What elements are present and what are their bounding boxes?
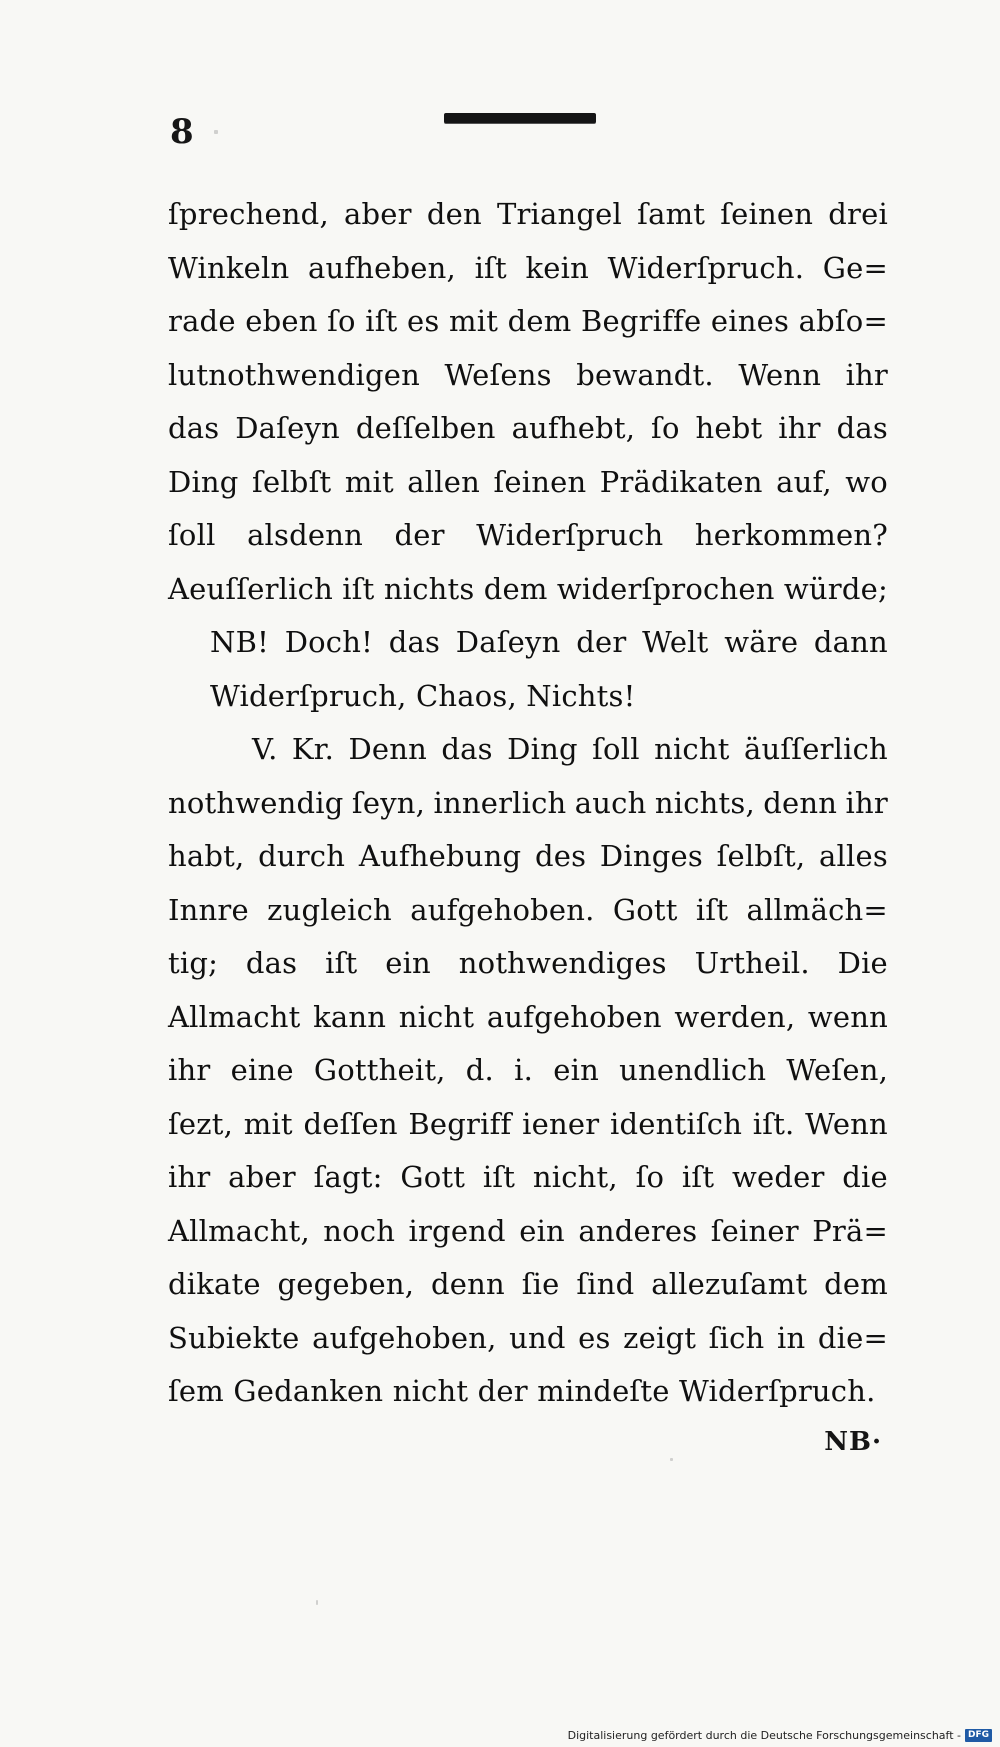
word: Die: [837, 946, 888, 980]
word: Innre: [168, 892, 249, 927]
word: anderes: [578, 1213, 698, 1248]
word: ſelbſt,: [716, 839, 806, 873]
text-line: [168, 1151, 888, 1205]
word: iſt: [342, 571, 375, 606]
word: Denn: [348, 732, 428, 766]
text-line: [168, 509, 888, 563]
word: Weſens: [444, 357, 552, 392]
word: Wenn: [805, 1106, 888, 1141]
word: werden,: [674, 999, 796, 1034]
word: aufhebt,: [511, 411, 636, 445]
word: der: [576, 625, 627, 659]
word: Aufhebung: [358, 839, 522, 873]
word: ſeyn,: [351, 785, 426, 820]
word: mit: [344, 464, 394, 499]
word: kein: [525, 250, 589, 285]
word: Weſen,: [786, 1053, 888, 1087]
text-line: [168, 295, 888, 349]
word: Subiekte: [168, 1320, 300, 1355]
word: aufgehoben.: [410, 892, 595, 927]
word: deſſelben: [355, 411, 496, 445]
text-line: [168, 349, 888, 403]
text-line: [168, 456, 888, 510]
word: deſſen: [303, 1106, 398, 1141]
word: es: [407, 304, 440, 338]
word: ihr: [845, 357, 888, 392]
word: Widerſpruch: [476, 518, 664, 552]
word: Gottheit,: [313, 1053, 446, 1087]
word: ihr: [778, 411, 821, 445]
word: Dinges: [599, 839, 703, 873]
word: Urtheil.: [694, 946, 810, 980]
word: dann: [813, 625, 888, 659]
word: ein: [553, 1053, 599, 1087]
word: Allmacht,: [168, 1213, 310, 1248]
word: ſich: [708, 1320, 765, 1355]
word: durch: [258, 839, 346, 873]
text-line: [168, 1258, 888, 1312]
word: allezuſamt: [651, 1267, 808, 1301]
word: rade: [168, 304, 236, 338]
annotation-line: Widerſpruch, Chaos, Nichts!: [210, 678, 636, 713]
word: ihr: [168, 1053, 211, 1087]
word: dikate: [168, 1267, 261, 1301]
word: ihr: [168, 1160, 211, 1194]
word: ſeiner: [710, 1213, 799, 1248]
word: lutnothwendigen: [168, 357, 420, 392]
word: nothwendig: [168, 785, 344, 820]
word: ſagt:: [313, 1160, 383, 1194]
word: das: [245, 946, 298, 980]
header-rule: [444, 113, 596, 123]
word: dem: [483, 571, 548, 606]
word: alles: [819, 839, 888, 873]
word: Prä=: [812, 1213, 888, 1248]
catchword: NB·: [824, 1427, 882, 1457]
dust-speck: [316, 1600, 318, 1605]
text-line: [168, 830, 888, 884]
word: das: [168, 411, 220, 445]
text-line: [168, 884, 888, 938]
word: Ge=: [822, 250, 888, 285]
word: habt,: [168, 839, 245, 873]
text-line: [168, 777, 888, 831]
word: mit: [449, 304, 499, 338]
word: eines: [710, 304, 790, 338]
word: innerlich: [433, 785, 567, 820]
word: das: [836, 411, 888, 445]
word: irgend: [408, 1213, 506, 1248]
word: Welt: [642, 625, 709, 659]
text-line: [168, 1098, 888, 1152]
word: ſeinen: [493, 464, 587, 499]
text-line: ſem Gedanken nicht der mindeſte Widerſpruch.: [168, 1374, 876, 1408]
word: ſamt: [637, 197, 706, 231]
word: Triangel: [496, 197, 623, 231]
word: eine: [230, 1053, 294, 1087]
word: Begriff: [408, 1106, 512, 1141]
text-line: [168, 1044, 888, 1098]
credit-text: Digitalisierung gefördert durch die Deutsche Forschungsgemeinschaft -: [567, 1728, 961, 1742]
word: zeigt: [623, 1320, 697, 1355]
word: die: [842, 1160, 888, 1194]
word: NB!: [210, 625, 269, 659]
word: kann: [313, 999, 387, 1034]
word: und: [509, 1320, 566, 1355]
word: ſo: [635, 1160, 665, 1194]
word: Winkeln: [168, 250, 290, 285]
word: aufgehoben,: [312, 1320, 497, 1355]
word: auch: [574, 785, 647, 820]
word: zugleich: [267, 892, 392, 927]
word: ihr: [845, 785, 888, 820]
word: nothwendiges: [458, 946, 667, 980]
word: ſelbſt: [252, 464, 332, 499]
word: V.: [252, 732, 278, 766]
word: den: [426, 197, 482, 231]
word: wenn: [807, 999, 888, 1034]
word: ſprechend,: [168, 197, 329, 231]
word: aufgehoben: [486, 999, 662, 1034]
word: iſt: [474, 250, 507, 285]
word: ſeinen: [720, 197, 814, 231]
word: alsdenn: [247, 518, 363, 552]
word: bewandt.: [576, 357, 714, 392]
word: die=: [817, 1320, 888, 1355]
word: Allmacht: [168, 999, 301, 1034]
word: das: [441, 732, 493, 766]
word: Doch!: [284, 625, 373, 659]
word: Gott: [400, 1160, 466, 1194]
text-line: [168, 1312, 888, 1366]
word: Aeuſſerlich: [168, 571, 333, 606]
word: d.: [465, 1053, 494, 1087]
word: iſt.: [752, 1106, 795, 1141]
word: iſt: [681, 1160, 715, 1194]
word: Daſeyn: [455, 625, 561, 659]
text-line: [168, 991, 888, 1045]
word: widerſprochen: [556, 571, 775, 606]
word: drei: [828, 197, 888, 231]
word: wäre: [724, 625, 799, 659]
word: Prädikaten: [599, 464, 763, 499]
word: iſt: [365, 304, 398, 338]
word: ſezt,: [168, 1106, 234, 1141]
word: Widerſpruch.: [607, 250, 805, 285]
word: ſo: [327, 304, 356, 338]
word: nicht,: [532, 1160, 618, 1194]
body-text: [168, 188, 888, 1419]
word: iſt: [695, 892, 729, 927]
dfg-logo-icon: DFG: [965, 1729, 992, 1742]
word: ſie: [521, 1267, 560, 1301]
word: dem: [824, 1267, 888, 1301]
word: aber: [228, 1160, 296, 1194]
word: dem: [507, 304, 572, 338]
text-line: [168, 242, 888, 296]
digitization-credit: [568, 1727, 992, 1743]
word: äuſſerlich: [743, 732, 888, 766]
word: auf,: [776, 464, 832, 499]
word: wo: [845, 464, 888, 499]
word: nichts,: [654, 785, 755, 820]
word: Ding: [507, 732, 578, 766]
word: würde;: [783, 571, 888, 606]
word: identiſch: [610, 1106, 743, 1141]
word: der: [394, 518, 445, 552]
annotation-line: [168, 616, 888, 670]
word: eben: [245, 304, 318, 338]
word: gegeben,: [277, 1267, 415, 1301]
word: iener: [522, 1106, 600, 1141]
word: denn: [431, 1267, 505, 1301]
paragraph-start-line: [168, 723, 888, 777]
word: das: [388, 625, 441, 659]
word: mit: [243, 1106, 293, 1141]
word: ein: [385, 946, 431, 980]
word: in: [776, 1320, 806, 1355]
word: Wenn: [738, 357, 822, 392]
word: ſo: [651, 411, 680, 445]
word: i.: [514, 1053, 534, 1087]
word: weder: [731, 1160, 825, 1194]
word: Kr.: [291, 732, 335, 766]
text-line: [168, 188, 888, 242]
dust-speck: [670, 1458, 673, 1461]
word: allen: [407, 464, 480, 499]
dust-speck: [214, 130, 218, 134]
word: aufheben,: [307, 250, 456, 285]
text-line: [168, 402, 888, 456]
text-line: [168, 937, 888, 991]
word: nichts: [383, 571, 475, 606]
word: ſoll: [168, 518, 216, 552]
word: Gott: [612, 892, 678, 927]
word: ſoll: [592, 732, 640, 766]
word: hebt: [695, 411, 763, 445]
word: denn: [763, 785, 838, 820]
word: iſt: [482, 1160, 516, 1194]
word: herkommen?: [694, 518, 888, 552]
word: tig;: [168, 946, 219, 980]
text-line: [168, 1205, 888, 1259]
word: ein: [519, 1213, 565, 1248]
word: es: [578, 1320, 611, 1355]
word: ſind: [576, 1267, 635, 1301]
word: Ding: [168, 464, 239, 499]
word: Begriffe: [580, 304, 702, 338]
word: des: [534, 839, 587, 873]
page-number: 8: [170, 112, 194, 152]
word: unendlich: [619, 1053, 767, 1087]
word: iſt: [325, 946, 358, 980]
text-line: [168, 563, 888, 617]
word: nicht: [398, 999, 475, 1034]
word: allmäch=: [746, 892, 888, 927]
word: noch: [323, 1213, 396, 1248]
word: aber: [344, 197, 412, 231]
word: Daſeyn: [235, 411, 340, 445]
word: abſo=: [798, 304, 888, 338]
word: nicht: [654, 732, 730, 766]
